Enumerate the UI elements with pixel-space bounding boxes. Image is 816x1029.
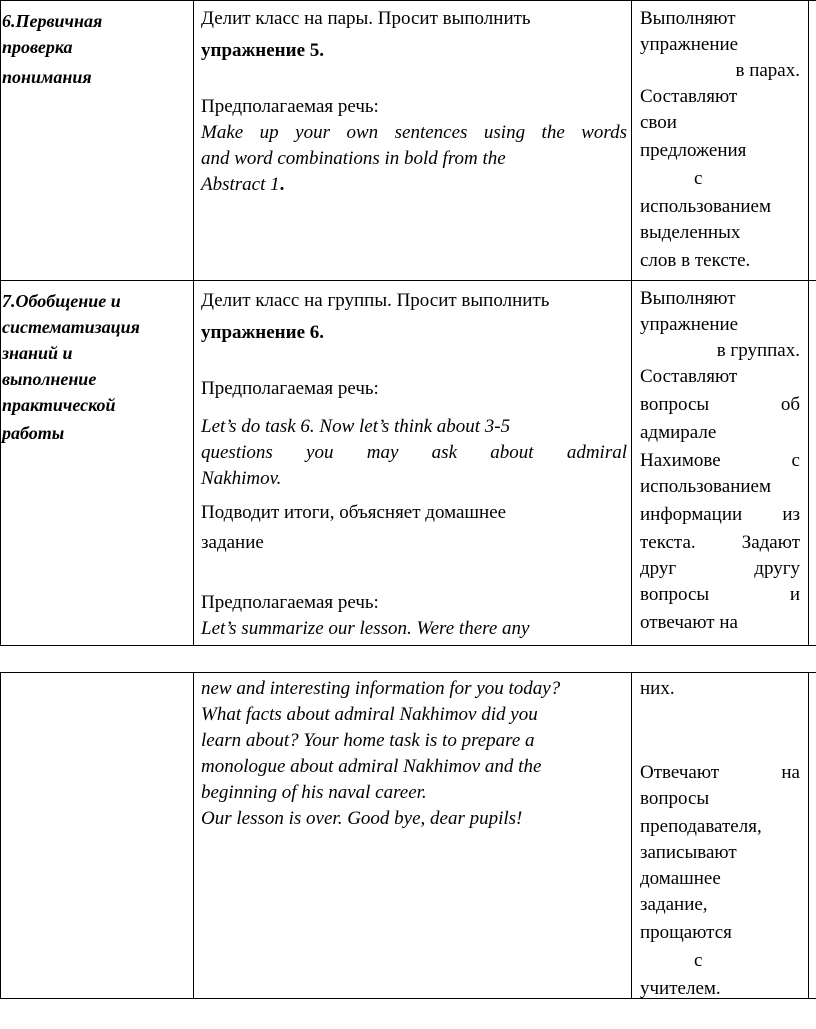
- students-7-line: отвечают на: [640, 612, 738, 633]
- teacher-7-speech-label: Предполагаемая речь:: [201, 378, 379, 399]
- teacher-6-speech-line: Make up your own sentences using the words: [201, 122, 627, 143]
- students-6-line: Составляют: [640, 86, 738, 107]
- students-continuation-top: них.: [640, 678, 675, 699]
- students-7-line: текста. Задают: [640, 532, 800, 553]
- teacher-7-task-line: Nakhimov.: [201, 468, 282, 489]
- students-7-line: Нахимове с: [640, 450, 800, 471]
- stage-7-cell: [2, 288, 188, 446]
- teacher-7-cell: [201, 288, 627, 642]
- teacher-7-closing-line: Let’s summarize our lesson. Were there any: [201, 618, 530, 639]
- students-continuation-line: записывают: [640, 842, 737, 863]
- stage-7-line: 7.Обобщение и: [2, 291, 121, 311]
- students-7-line: в группах.: [716, 340, 800, 361]
- stage-7-line: выполнение: [2, 369, 97, 389]
- students-7-cell: [640, 286, 800, 636]
- teacher-6-speech-line: [201, 172, 627, 198]
- students-7-line: вопросы и: [640, 584, 800, 605]
- teacher-6-speech-line3: Abstract 1: [201, 174, 280, 195]
- students-7-line: упражнение: [640, 314, 739, 335]
- students-7-line: вопросы об: [640, 394, 800, 415]
- teacher-6-exercise: упражнение 5.: [201, 40, 324, 61]
- students-7-line: друг другу: [640, 558, 800, 579]
- students-continuation-line: с: [694, 950, 703, 971]
- students-continuation-line: прощаются: [640, 922, 732, 943]
- students-7-line: использованием: [640, 476, 772, 497]
- teacher-6-intro: Делит класс на пары. Просит выполнить: [201, 8, 531, 29]
- teacher-continuation-cell: [201, 676, 629, 832]
- teacher-continuation-line: monologue about admiral Nakhimov and the: [201, 756, 542, 777]
- stage-7-line: работы: [2, 423, 65, 443]
- teacher-7-intro: Делит класс на группы. Просит выполнить: [201, 290, 550, 311]
- teacher-continuation-line: Our lesson is over. Good bye, dear pupils!: [201, 808, 523, 829]
- stage-6-cell: [2, 8, 188, 90]
- students-7-line: Выполняют: [640, 288, 736, 309]
- students-continuation-line: преподавателя,: [640, 816, 762, 837]
- stage-7-line: практической: [2, 395, 116, 415]
- students-6-line: упражнение: [640, 34, 739, 55]
- teacher-7-exercise: упражнение 6.: [201, 322, 324, 343]
- teacher-6-speech-end: .: [279, 174, 285, 195]
- students-6-line: слов в тексте.: [640, 250, 751, 271]
- students-6-line: предложения: [640, 140, 747, 161]
- teacher-7-summary-line: задание: [201, 532, 264, 553]
- teacher-7-task-line: questions you may ask about admiral: [201, 442, 627, 463]
- teacher-6-cell: [201, 6, 627, 198]
- teacher-continuation-line: What facts about admiral Nakhimov did you: [201, 704, 538, 725]
- stage-6-line: 6.Первичная: [2, 11, 103, 31]
- students-7-line: адмирале: [640, 422, 717, 443]
- students-7-line: информации из: [640, 504, 800, 525]
- teacher-continuation-line: beginning of his naval career.: [201, 782, 427, 803]
- students-6-line: выделенных: [640, 222, 741, 243]
- students-6-line: Выполняют: [640, 8, 736, 29]
- teacher-7-task-line: Let’s do task 6. Now let’s think about 3-5: [201, 416, 511, 437]
- stage-7-line: знаний и: [2, 343, 73, 363]
- teacher-6-speech-line: and word combinations in bold from the: [201, 148, 506, 169]
- teacher-6-speech-label: Предполагаемая речь:: [201, 96, 379, 117]
- students-continuation-line: Отвечают на: [640, 762, 800, 783]
- students-6-line: свои: [640, 112, 677, 133]
- students-6-line: с: [694, 168, 703, 189]
- teacher-7-speech-label-2: Предполагаемая речь:: [201, 592, 379, 613]
- stage-6-line: проверка: [2, 37, 73, 57]
- teacher-7-summary-line: Подводит итоги, объясняет домашнее: [201, 502, 507, 523]
- teacher-continuation-line: new and interesting information for you today?: [201, 678, 561, 699]
- students-continuation-line: домашнее: [640, 868, 721, 889]
- students-6-line: использованием: [640, 196, 772, 217]
- students-6-line: в парах.: [735, 60, 800, 81]
- students-7-line: Составляют: [640, 366, 738, 387]
- students-continuation-line: учителем.: [640, 978, 721, 999]
- students-continuation-cell: [640, 676, 800, 1002]
- students-continuation-line: задание,: [640, 894, 708, 915]
- stage-7-line: систематизация: [2, 317, 140, 337]
- stage-6-line: понимания: [2, 67, 92, 87]
- teacher-continuation-line: learn about? Your home task is to prepare a: [201, 730, 535, 751]
- students-continuation-line: вопросы: [640, 788, 710, 809]
- students-6-cell: [640, 6, 800, 274]
